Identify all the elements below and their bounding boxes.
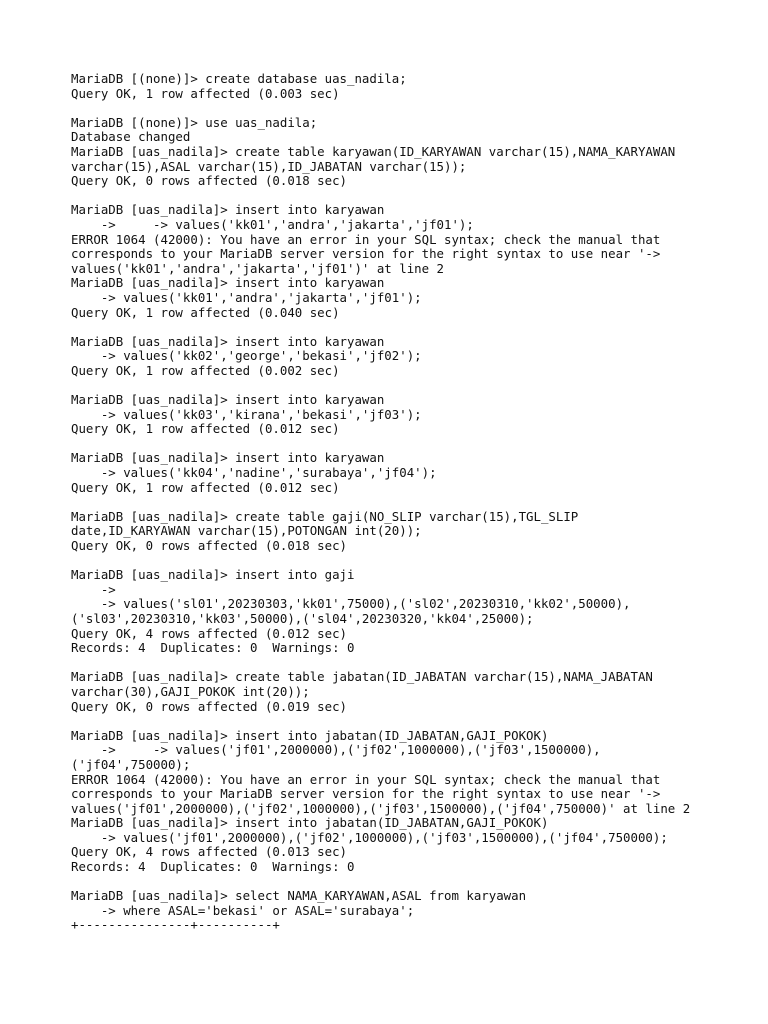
console-line: Records: 4 Duplicates: 0 Warnings: 0 — [71, 859, 355, 875]
console-line: MariaDB [uas_nadila]> create table jabatan(ID_JABATAN varchar(15),NAMA_JABATAN — [71, 669, 653, 685]
console-line: -> — [71, 581, 116, 597]
console-line — [71, 656, 761, 671]
console-line — [71, 101, 761, 116]
console-line: values('kk01','andra','jakarta','jf01')' at line 2 — [71, 260, 444, 276]
console-line: MariaDB [uas_nadila]> create table karyawan(ID_KARYAWAN varchar(15),NAMA_KARYAWAN — [71, 143, 676, 159]
console-line: -> where ASAL='bekasi' or ASAL='surabaya'; — [71, 902, 415, 918]
console-line — [71, 554, 761, 569]
console-line: Query OK, 4 rows affected (0.013 sec) — [71, 844, 348, 860]
console-line: ('sl03',20230310,'kk03',50000),('sl04',20230320,'kk04',25000); — [71, 610, 534, 626]
console-line: Query OK, 0 rows affected (0.018 sec) — [71, 538, 348, 553]
console-line: MariaDB [uas_nadila]> create table gaji(NO_SLIP varchar(15),TGL_SLIP — [71, 508, 579, 524]
console-line: -> values('kk02','george','bekasi','jf02'); — [71, 348, 422, 364]
console-line: MariaDB [uas_nadila]> select NAMA_KARYAWAN,ASAL from karyawan — [71, 888, 527, 904]
console-line: -> values('kk01','andra','jakarta','jf01'); — [71, 289, 422, 305]
console-line: corresponds to your MariaDB server version for the right syntax to use near '-> — [71, 246, 661, 262]
console-line: MariaDB [uas_nadila]> insert into karyawan — [71, 333, 385, 349]
console-line: Database changed — [71, 129, 191, 145]
console-line: ('jf04',750000); — [71, 756, 191, 772]
console-line — [71, 189, 761, 204]
console-line: corresponds to your MariaDB server version for the right syntax to use near '-> — [71, 786, 661, 802]
console-line: MariaDB [uas_nadila]> insert into jabatan(ID_JABATAN,GAJI_POKOK) — [71, 727, 549, 743]
console-line: ERROR 1064 (42000): You have an error in your SQL syntax; check the manual that — [71, 231, 661, 247]
console-line: Query OK, 4 rows affected (0.012 sec) — [71, 625, 348, 641]
console-line: -> values('sl01',20230303,'kk01',75000),('sl02',20230310,'kk02',50000), — [71, 596, 631, 612]
console-line: -> values('kk04','nadine','surabaya','jf04'); — [71, 465, 437, 481]
console-line: Query OK, 1 row affected (0.012 sec) — [71, 479, 340, 495]
console-line: varchar(15),ASAL varchar(15),ID_JABATAN varchar(15)); — [71, 158, 467, 174]
console-line: Query OK, 1 row affected (0.003 sec) — [71, 85, 340, 101]
console-line — [71, 437, 761, 452]
console-line — [71, 320, 761, 335]
console-line: MariaDB [uas_nadila]> insert into karyawan — [71, 275, 385, 291]
console-line: MariaDB [(none)]> create database uas_nadila; — [71, 71, 407, 86]
console-transcript — [71, 72, 761, 933]
console-line: -> values('jf01',2000000),('jf02',1000000),('jf03',1500000),('jf04',750000); — [71, 829, 668, 845]
console-line: -> -> values('kk01','andra','jakarta','jf01'); — [71, 216, 474, 232]
console-line: date,ID_KARYAWAN varchar(15),POTONGAN int(20)); — [71, 523, 422, 539]
console-line: MariaDB [uas_nadila]> insert into karyawan — [71, 450, 385, 466]
console-line: Records: 4 Duplicates: 0 Warnings: 0 — [71, 640, 355, 656]
console-line: -> values('kk03','kirana','bekasi','jf03'); — [71, 406, 422, 422]
console-line — [71, 875, 761, 890]
console-line — [71, 714, 761, 729]
console-line: Query OK, 1 row affected (0.040 sec) — [71, 304, 340, 320]
console-line: MariaDB [uas_nadila]> insert into gaji — [71, 567, 355, 583]
console-line: MariaDB [(none)]> use uas_nadila; — [71, 114, 318, 130]
console-line: values('jf01',2000000),('jf02',1000000),('jf03',1500000),('jf04',750000)' at line 2 — [71, 800, 691, 816]
console-line: -> -> values('jf01',2000000),('jf02',1000000),('jf03',1500000), — [71, 742, 601, 758]
console-line — [71, 378, 761, 393]
console-line: +---------------+----------+ — [71, 917, 280, 933]
console-line: MariaDB [uas_nadila]> insert into karyawan — [71, 392, 385, 408]
console-line: Query OK, 0 rows affected (0.018 sec) — [71, 173, 348, 189]
console-line: Query OK, 1 row affected (0.002 sec) — [71, 362, 340, 378]
console-line: Query OK, 0 rows affected (0.019 sec) — [71, 698, 348, 714]
console-line: MariaDB [uas_nadila]> insert into jabatan(ID_JABATAN,GAJI_POKOK) — [71, 815, 549, 831]
console-line: MariaDB [uas_nadila]> insert into karyawan — [71, 202, 385, 218]
console-line — [71, 495, 761, 510]
console-line: Query OK, 1 row affected (0.012 sec) — [71, 421, 340, 437]
console-line: varchar(30),GAJI_POKOK int(20)); — [71, 683, 310, 699]
console-line: ERROR 1064 (42000): You have an error in your SQL syntax; check the manual that — [71, 771, 661, 787]
